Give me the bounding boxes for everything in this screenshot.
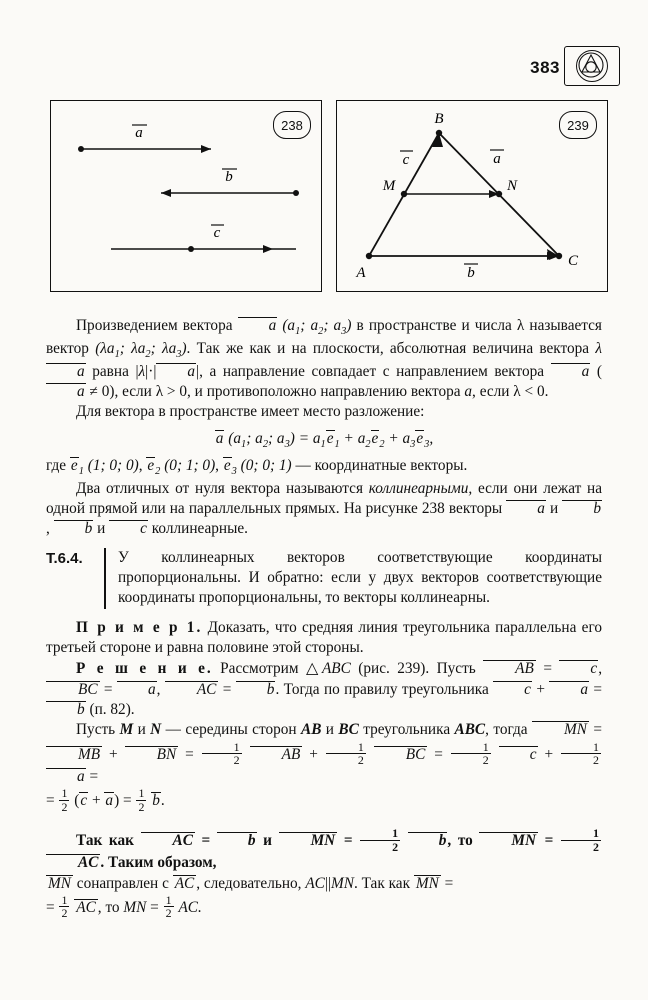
vec-a-1: a [238,317,278,334]
paragraph-conclusion-3: = $\frac{1}{2}$ AC , то MN = $\frac{1}{2}$ AC. [46,892,202,921]
svg-text:M: M [382,178,396,194]
paragraph-collinear-definition: Два отличных от нуля вектора называются коллинеарными, если они лежат на одной прямой или на параллельных прямых. На рисунке 238 векторы a и b, b и c коллинеарные. [46,479,602,538]
figure-239-number: 239 [559,111,597,139]
solution-label: Р е ш е н и е. [76,660,213,678]
svg-text:A: A [356,265,366,281]
paragraph-conclusion-1: Так как AC = b и MN = $\frac{1}{2}$ b, то MN = $\frac{1}{2}$ AC . Таким образом, [46,827,602,873]
term-collinear: коллинеарными, [368,479,473,497]
page-number: 383 [530,58,560,77]
svg-text:c: c [213,225,221,241]
paragraph-coordinate-vectors: где $e_1$ (1; 0; 0), $e_2$ (0; 1; 0), $e_3$ (0; 0; 1) — координатные векторы. [46,456,468,477]
svg-text:N: N [506,178,518,194]
formula-decomposition: a ($a_1$; $a_2$; $a_3) = a_1e_1 + a_2e_2 + a_3e_3$, [215,429,434,450]
svg-text:a: a [135,125,143,141]
svg-text:C: C [567,253,579,269]
theorem-tag: Т.6.4. [46,549,83,567]
publisher-logo-icon [564,46,620,86]
svg-text:b: b [225,169,233,185]
svg-text:b: b [467,265,475,281]
paragraph-decomposition-lead: Для вектора в пространстве имеет место разложение: [76,403,425,421]
paragraph-product-definition: Произведением вектора a ($a_1$; $a_2$; $a_3$) в пространстве и числа λ называется вектор ($\lambda a_1$; $\lambda a_2$; $\lambda a_3$). Так же как и на плоскости, абсолютная величина вектора λa равна |λ|·| a|, а направление совпадает с направлением вектора a (a ≠ 0), если λ > 0, и противоположно направлению вектора a, если λ < 0. [46,317,602,401]
svg-text:a: a [493,151,501,167]
theorem-text: У коллинеарных векторов соответствующие координаты пропорциональны. И обратно: если у двух векторов соответствующие координаты пропорциональны, то векторы коллинеарны. [104,548,602,609]
svg-text:c: c [402,152,410,168]
svg-text:B: B [434,111,444,127]
example-label: П р и м е р 1. [76,618,203,636]
paragraph-example [46,618,602,659]
example-text: Доказать, что средняя линия треугольника параллельна его третьей стороне и равна половине этой стороны. [46,618,603,656]
t1: Произведением вектора [76,317,238,334]
figure-238 [50,100,322,292]
figure-238-number: 238 [273,111,311,139]
paragraph-midpoints-cont: = $\frac{1}{2}$ (c + a) = $\frac{1}{2}$ b. [46,786,165,814]
paragraph-midpoints: Пусть M и N — середины сторон AB и BC треугольника ABC, тогда MN = MB + BN = $\frac{1}{2}$ AB + $\frac{1}{2}$ BC = $\frac{1}{2}$ c + $\frac{1}{2}$ a = [46,720,602,787]
figure-239 [336,100,608,292]
paragraph-conclusion-2: MN сонаправлен с AC , следовательно, AC||MN. Так как MN = [48,874,454,892]
page-body [46,316,602,920]
paragraph-solution: Р е ш е н и е. Рассмотрим △ABC (рис. 239). Пусть AB = c, BC = a, AC = b. Тогда по правилу треугольника c + a = b (п. 82). [46,658,602,720]
theorem-block [46,548,602,609]
